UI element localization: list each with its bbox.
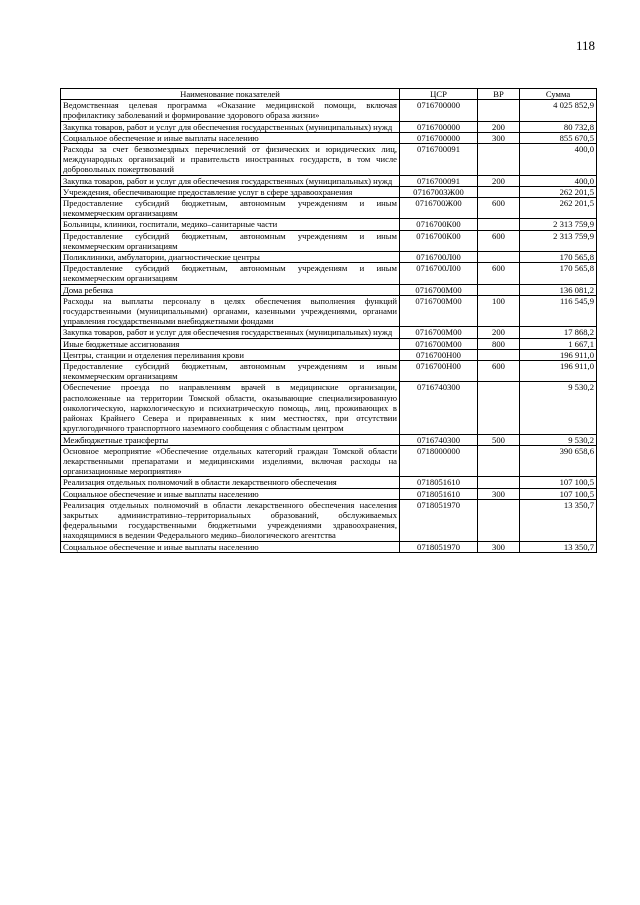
- row-name-cell: Учреждения, обеспечивающие предоставление услуг в сфере здравоохранения: [61, 186, 400, 197]
- row-csr-cell: 0716700091: [400, 175, 478, 186]
- row-csr-cell: 0716700М00: [400, 295, 478, 327]
- row-sum-cell: 17 868,2: [520, 327, 597, 338]
- row-csr-cell: 0716700000: [400, 132, 478, 143]
- row-vr-cell: 600: [478, 230, 520, 251]
- row-vr-cell: 100: [478, 295, 520, 327]
- table-body: [61, 100, 597, 553]
- row-vr-cell: 200: [478, 327, 520, 338]
- row-csr-cell: 0716700091: [400, 144, 478, 176]
- row-name-cell: Центры, станции и отделения переливания крови: [61, 349, 400, 360]
- row-sum-cell: 2 313 759,9: [520, 230, 597, 251]
- row-sum-cell: 196 911,0: [520, 361, 597, 382]
- row-csr-cell: 0716740300: [400, 382, 478, 434]
- header-sum: Сумма: [520, 89, 597, 100]
- table-row: [61, 488, 597, 499]
- row-name-cell: Ведомственная целевая программа «Оказание медицинской помощи, включая профилактику заболеваний и формирование здорового образа жизни»: [61, 100, 400, 121]
- table-row: [61, 186, 597, 197]
- table-row: [61, 382, 597, 434]
- table-row: [61, 541, 597, 552]
- row-vr-cell: [478, 100, 520, 121]
- row-sum-cell: 170 565,8: [520, 263, 597, 284]
- header-csr: ЦСР: [400, 89, 478, 100]
- row-sum-cell: 1 667,1: [520, 338, 597, 349]
- row-csr-cell: 0716700М00: [400, 327, 478, 338]
- row-vr-cell: [478, 144, 520, 176]
- row-vr-cell: [478, 445, 520, 477]
- row-sum-cell: 170 565,8: [520, 252, 597, 263]
- row-sum-cell: 196 911,0: [520, 349, 597, 360]
- row-vr-cell: 200: [478, 175, 520, 186]
- row-csr-cell: 0716700000: [400, 100, 478, 121]
- table-row: [61, 477, 597, 488]
- row-name-cell: Иные бюджетные ассигнования: [61, 338, 400, 349]
- row-csr-cell: 0716700Н00: [400, 361, 478, 382]
- row-vr-cell: 600: [478, 361, 520, 382]
- table-row: [61, 445, 597, 477]
- table-header-row: [61, 89, 597, 100]
- row-vr-cell: [478, 284, 520, 295]
- row-name-cell: Социальное обеспечение и иные выплаты населению: [61, 541, 400, 552]
- row-name-cell: Социальное обеспечение и иные выплаты населению: [61, 132, 400, 143]
- row-csr-cell: 0718000000: [400, 445, 478, 477]
- row-sum-cell: 390 658,6: [520, 445, 597, 477]
- row-csr-cell: 0716700Н00: [400, 349, 478, 360]
- table-row: [61, 295, 597, 327]
- row-csr-cell: 0716700000: [400, 121, 478, 132]
- row-csr-cell: 0716700К00: [400, 219, 478, 230]
- row-sum-cell: 107 100,5: [520, 488, 597, 499]
- row-vr-cell: 800: [478, 338, 520, 349]
- row-vr-cell: 300: [478, 488, 520, 499]
- table-row: [61, 132, 597, 143]
- budget-table: [60, 88, 597, 553]
- row-csr-cell: 0718051970: [400, 499, 478, 541]
- row-csr-cell: 0716700Ж00: [400, 198, 478, 219]
- row-sum-cell: 262 201,5: [520, 198, 597, 219]
- row-name-cell: Предоставление субсидий бюджетным, автономным учреждениям и иным некоммерческим организациям: [61, 230, 400, 251]
- table-row: [61, 349, 597, 360]
- table-row: [61, 263, 597, 284]
- row-name-cell: Реализация отдельных полномочий в области лекарственного обеспечения: [61, 477, 400, 488]
- row-vr-cell: 600: [478, 198, 520, 219]
- row-name-cell: Предоставление субсидий бюджетным, автономным учреждениям и иным некоммерческим организациям: [61, 263, 400, 284]
- row-vr-cell: [478, 186, 520, 197]
- row-name-cell: Предоставление субсидий бюджетным, автономным учреждениям и иным некоммерческим организациям: [61, 198, 400, 219]
- row-name-cell: Дома ребенка: [61, 284, 400, 295]
- row-csr-cell: 0718051970: [400, 541, 478, 552]
- row-name-cell: Межбюджетные трансферты: [61, 434, 400, 445]
- row-vr-cell: 600: [478, 263, 520, 284]
- row-csr-cell: 0716700К00: [400, 230, 478, 251]
- table-row: [61, 338, 597, 349]
- row-name-cell: Закупка товаров, работ и услуг для обеспечения государственных (муниципальных) нужд: [61, 175, 400, 186]
- row-vr-cell: [478, 382, 520, 434]
- table-row: [61, 100, 597, 121]
- row-sum-cell: 400,0: [520, 144, 597, 176]
- table-row: [61, 230, 597, 251]
- row-sum-cell: 13 350,7: [520, 499, 597, 541]
- row-sum-cell: 4 025 852,9: [520, 100, 597, 121]
- table-row: [61, 361, 597, 382]
- row-sum-cell: 107 100,5: [520, 477, 597, 488]
- row-csr-cell: 0716700Л00: [400, 263, 478, 284]
- row-name-cell: Обеспечение проезда по направлениям врачей в медицинские организации, расположенные на территории Томской области, оказывающие специализированную онкологическую, наркологическую и психиатрическую помощь, лиц, проживающих в районах Крайнего Севера и приравненных к ним местностях, при отсутствии круглогодичного транспортного наземного сообщения с областным центром: [61, 382, 400, 434]
- table-row: [61, 499, 597, 541]
- table-row: [61, 284, 597, 295]
- table-row: [61, 198, 597, 219]
- row-sum-cell: 80 732,8: [520, 121, 597, 132]
- header-name: Наименование показателей: [61, 89, 400, 100]
- row-sum-cell: 136 081,2: [520, 284, 597, 295]
- row-sum-cell: 9 530,2: [520, 434, 597, 445]
- page-number: 118: [575, 38, 595, 53]
- row-vr-cell: [478, 477, 520, 488]
- table-row: [61, 219, 597, 230]
- row-csr-cell: 0716700М00: [400, 338, 478, 349]
- table-row: [61, 121, 597, 132]
- row-csr-cell: 0716700Л00: [400, 252, 478, 263]
- row-name-cell: Закупка товаров, работ и услуг для обеспечения государственных (муниципальных) нужд: [61, 121, 400, 132]
- row-name-cell: Основное мероприятие «Обеспечение отдельных категорий граждан Томской области лекарственными препаратами и медицинскими изделиями, включая расходы на организационные мероприятия»: [61, 445, 400, 477]
- row-vr-cell: 200: [478, 121, 520, 132]
- table-row: [61, 252, 597, 263]
- row-vr-cell: [478, 349, 520, 360]
- row-sum-cell: 13 350,7: [520, 541, 597, 552]
- row-vr-cell: [478, 499, 520, 541]
- row-name-cell: Социальное обеспечение и иные выплаты населению: [61, 488, 400, 499]
- row-csr-cell: 0716700М00: [400, 284, 478, 295]
- row-csr-cell: 0716740300: [400, 434, 478, 445]
- row-name-cell: Реализация отдельных полномочий в области лекарственного обеспечения населения закрытых административно–территориальных образований, обслуживаемых федеральными государственными бюджетными учреждениями здравоохранения, находящимися в ведении Федерального медико–биологического агентства: [61, 499, 400, 541]
- row-sum-cell: 400,0: [520, 175, 597, 186]
- row-name-cell: Расходы за счет безвозмездных перечислений от физических и юридических лиц, международных организаций и правительств иностранных государств, в том числе добровольных пожертвований: [61, 144, 400, 176]
- table-row: [61, 144, 597, 176]
- table-row: [61, 434, 597, 445]
- row-vr-cell: [478, 252, 520, 263]
- row-sum-cell: 262 201,5: [520, 186, 597, 197]
- row-csr-cell: 0718051610: [400, 477, 478, 488]
- row-vr-cell: 500: [478, 434, 520, 445]
- row-sum-cell: 9 530,2: [520, 382, 597, 434]
- row-name-cell: Закупка товаров, работ и услуг для обеспечения государственных (муниципальных) нужд: [61, 327, 400, 338]
- row-csr-cell: 07167003Ж00: [400, 186, 478, 197]
- table-row: [61, 327, 597, 338]
- row-sum-cell: 2 313 759,9: [520, 219, 597, 230]
- row-vr-cell: [478, 219, 520, 230]
- row-sum-cell: 116 545,9: [520, 295, 597, 327]
- row-vr-cell: 300: [478, 132, 520, 143]
- row-name-cell: Поликлиники, амбулатории, диагностические центры: [61, 252, 400, 263]
- row-csr-cell: 0718051610: [400, 488, 478, 499]
- row-name-cell: Больницы, клиники, госпитали, медико–санитарные части: [61, 219, 400, 230]
- table-row: [61, 175, 597, 186]
- header-vr: ВР: [478, 89, 520, 100]
- row-name-cell: Предоставление субсидий бюджетным, автономным учреждениям и иным некоммерческим организациям: [61, 361, 400, 382]
- row-name-cell: Расходы на выплаты персоналу в целях обеспечения выполнения функций государственными (муниципальными) органами, казенными учреждениями, органами управления государственными внебюджетными фондами: [61, 295, 400, 327]
- row-sum-cell: 855 670,5: [520, 132, 597, 143]
- row-vr-cell: 300: [478, 541, 520, 552]
